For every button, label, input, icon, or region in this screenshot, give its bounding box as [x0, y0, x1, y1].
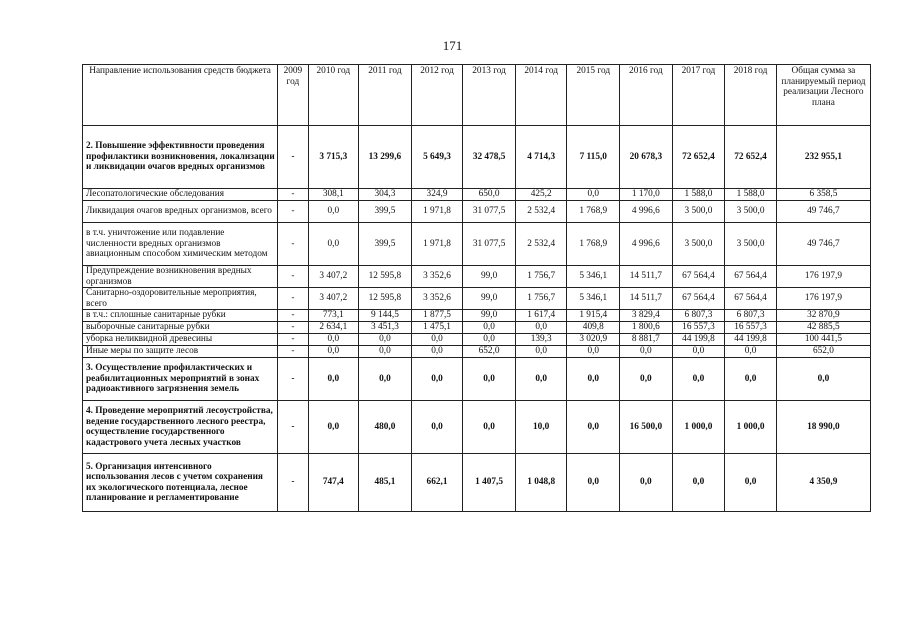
row-label: выборочные санитарные рубки [83, 322, 278, 334]
row-label: 2. Повышение эффективности проведения профилактики возникновения, локализации и ликвидации очагов вредных организмов [83, 126, 278, 189]
table-cell: 0,0 [725, 358, 777, 401]
table-cell: 409,8 [567, 322, 620, 334]
table-cell: 425,2 [515, 189, 567, 201]
table-cell: 0,0 [463, 334, 516, 346]
table-cell: 2 634,1 [308, 322, 359, 334]
table-cell: 0,0 [725, 454, 777, 512]
table-cell: 304,3 [359, 189, 412, 201]
table-cell: 3 829,4 [620, 310, 673, 322]
table-cell: 2 532,4 [515, 201, 567, 223]
table-cell: 0,0 [411, 334, 463, 346]
table-cell: 0,0 [308, 223, 359, 266]
table-cell: 1 800,6 [620, 322, 673, 334]
table-cell: 16 557,3 [672, 322, 725, 334]
header-total: Общая сумма за планируемый период реализации Лесного плана [776, 65, 870, 126]
table-cell: 0,0 [463, 358, 516, 401]
table-cell: 0,0 [567, 401, 620, 454]
table-cell: 6 358,5 [776, 189, 870, 201]
page-number: 171 [442, 38, 463, 53]
table-cell: 3 500,0 [725, 201, 777, 223]
row-label: Ликвидация очагов вредных организмов, всего [83, 201, 278, 223]
table-cell: 6 807,3 [725, 310, 777, 322]
table-cell: 1 756,7 [515, 288, 567, 310]
table-cell: 12 595,8 [359, 288, 412, 310]
header-2009: 2009 год [278, 65, 308, 126]
table-row [83, 346, 871, 358]
table-cell: 1 588,0 [725, 189, 777, 201]
table-cell: - [278, 201, 308, 223]
table-cell: 20 678,3 [620, 126, 673, 189]
table-cell: 67 564,4 [672, 266, 725, 288]
table-cell: 176 197,9 [776, 266, 870, 288]
table-cell: 0,0 [411, 401, 463, 454]
table-cell: 3 451,3 [359, 322, 412, 334]
table-cell: 0,0 [308, 334, 359, 346]
row-label: 3. Осуществление профилактических и реабилитационных мероприятий в зонах радиоактивного загрязнения земель [83, 358, 278, 401]
table-cell: 0,0 [359, 358, 412, 401]
table-cell: 1 617,4 [515, 310, 567, 322]
table-cell: 1 000,0 [672, 401, 725, 454]
header-2011: 2011 год [359, 65, 412, 126]
table-cell: 42 885,5 [776, 322, 870, 334]
table-cell: 72 652,4 [725, 126, 777, 189]
table-cell: - [278, 334, 308, 346]
table-cell: - [278, 346, 308, 358]
budget-table [82, 64, 871, 512]
table-cell: 3 352,6 [411, 288, 463, 310]
table-cell: 31 077,5 [463, 201, 516, 223]
header-2017: 2017 год [672, 65, 725, 126]
table-cell: 9 144,5 [359, 310, 412, 322]
table-cell: 1 000,0 [725, 401, 777, 454]
table-cell: 0,0 [463, 322, 516, 334]
table-cell: 99,0 [463, 288, 516, 310]
header-2014: 2014 год [515, 65, 567, 126]
table-row [83, 454, 871, 512]
table-cell: 4 350,9 [776, 454, 870, 512]
table-cell: 0,0 [620, 454, 673, 512]
table-cell: 3 715,3 [308, 126, 359, 189]
table-cell: 99,0 [463, 266, 516, 288]
table-cell: 0,0 [308, 201, 359, 223]
table-cell: 0,0 [725, 346, 777, 358]
table-row [83, 310, 871, 322]
table-cell: 399,5 [359, 223, 412, 266]
table-row [83, 334, 871, 346]
table-cell: 18 990,0 [776, 401, 870, 454]
row-label: 4. Проведение мероприятий лесоустройства, ведение государственного лесного реестра, осуществление государственного кадастрового учета лесных участков [83, 401, 278, 454]
table-cell: 3 020,9 [567, 334, 620, 346]
table-cell: - [278, 126, 308, 189]
table-cell: 14 511,7 [620, 288, 673, 310]
table-cell: - [278, 358, 308, 401]
table-cell: 44 199,8 [725, 334, 777, 346]
table-row [83, 126, 871, 189]
table-cell: 1 588,0 [672, 189, 725, 201]
table-cell: 4 714,3 [515, 126, 567, 189]
table-cell: - [278, 401, 308, 454]
table-cell: 12 595,8 [359, 266, 412, 288]
table-cell: 0,0 [567, 346, 620, 358]
table-cell: 308,1 [308, 189, 359, 201]
table-cell: 7 115,0 [567, 126, 620, 189]
table-cell: 0,0 [463, 401, 516, 454]
table-cell: 176 197,9 [776, 288, 870, 310]
table-cell: 14 511,7 [620, 266, 673, 288]
header-2018: 2018 год [725, 65, 777, 126]
table-row [83, 266, 871, 288]
table-cell: 1 475,1 [411, 322, 463, 334]
table-cell: 99,0 [463, 310, 516, 322]
table-cell: 4 996,6 [620, 223, 673, 266]
table-cell: 0,0 [567, 358, 620, 401]
table-cell: 1 407,5 [463, 454, 516, 512]
table-cell: 100 441,5 [776, 334, 870, 346]
table-cell: 1 768,9 [567, 223, 620, 266]
table-cell: 67 564,4 [725, 266, 777, 288]
table-cell: 6 807,3 [672, 310, 725, 322]
row-label: 5. Организация интенсивного использования лесов с учетом сохранения их экологического потенциала, лесное планирование и регламентирование [83, 454, 278, 512]
row-label: Иные меры по защите лесов [83, 346, 278, 358]
table-cell: 3 407,2 [308, 266, 359, 288]
table-cell: 4 996,6 [620, 201, 673, 223]
table-cell: 3 500,0 [672, 201, 725, 223]
table-cell: 773,1 [308, 310, 359, 322]
row-label: Лесопатологические обследования [83, 189, 278, 201]
table-row [83, 189, 871, 201]
table-cell: 32 870,9 [776, 310, 870, 322]
table-cell: 49 746,7 [776, 201, 870, 223]
table-cell: 662,1 [411, 454, 463, 512]
table-cell: 1 877,5 [411, 310, 463, 322]
table-cell: 0,0 [620, 358, 673, 401]
table-cell: 650,0 [463, 189, 516, 201]
table-cell: 67 564,4 [672, 288, 725, 310]
table-cell: 0,0 [515, 358, 567, 401]
table-cell: 16 500,0 [620, 401, 673, 454]
table-cell: 399,5 [359, 201, 412, 223]
table-cell: 44 199,8 [672, 334, 725, 346]
table-cell: 3 500,0 [725, 223, 777, 266]
table-cell: 652,0 [776, 346, 870, 358]
table-cell: 0,0 [308, 358, 359, 401]
table-cell: 0,0 [515, 346, 567, 358]
table-cell: 1 768,9 [567, 201, 620, 223]
table-cell: - [278, 454, 308, 512]
table-cell: - [278, 288, 308, 310]
header-row [83, 65, 871, 126]
table-cell: - [278, 266, 308, 288]
table-cell: 0,0 [567, 189, 620, 201]
table-cell: 0,0 [567, 454, 620, 512]
table-cell: 49 746,7 [776, 223, 870, 266]
table-row [83, 201, 871, 223]
header-2015: 2015 год [567, 65, 620, 126]
table-row [83, 288, 871, 310]
table-cell: 0,0 [359, 346, 412, 358]
table-cell: 0,0 [308, 346, 359, 358]
table-cell: 1 170,0 [620, 189, 673, 201]
table-cell: 139,3 [515, 334, 567, 346]
table-cell: 3 500,0 [672, 223, 725, 266]
table-row [83, 322, 871, 334]
table-cell: - [278, 189, 308, 201]
table-cell: 0,0 [411, 358, 463, 401]
table-cell: 5 346,1 [567, 288, 620, 310]
table-cell: 324,9 [411, 189, 463, 201]
table-cell: 32 478,5 [463, 126, 516, 189]
table-cell: 72 652,4 [672, 126, 725, 189]
table-cell: 1 048,8 [515, 454, 567, 512]
table-cell: 0,0 [359, 334, 412, 346]
header-direction: Направление использования средств бюджета [83, 65, 278, 126]
table-cell: 3 407,2 [308, 288, 359, 310]
table-cell: 1 915,4 [567, 310, 620, 322]
table-cell: 16 557,3 [725, 322, 777, 334]
table-cell: 31 077,5 [463, 223, 516, 266]
row-label: в т.ч.: сплошные санитарные рубки [83, 310, 278, 322]
table-cell: 2 532,4 [515, 223, 567, 266]
table-cell: 232 955,1 [776, 126, 870, 189]
table-cell: 0,0 [308, 401, 359, 454]
table-cell: 0,0 [672, 454, 725, 512]
table-cell: 13 299,6 [359, 126, 412, 189]
header-2013: 2013 год [463, 65, 516, 126]
table-cell: - [278, 310, 308, 322]
table-cell: 5 649,3 [411, 126, 463, 189]
row-label: Санитарно-оздоровительные мероприятия, всего [83, 288, 278, 310]
table-cell: 67 564,4 [725, 288, 777, 310]
table-cell: 5 346,1 [567, 266, 620, 288]
table-cell: 10,0 [515, 401, 567, 454]
table-cell: 0,0 [411, 346, 463, 358]
header-2012: 2012 год [411, 65, 463, 126]
header-2016: 2016 год [620, 65, 673, 126]
table-cell: 8 881,7 [620, 334, 673, 346]
header-2010: 2010 год [308, 65, 359, 126]
table-cell: 0,0 [672, 358, 725, 401]
table-cell: 480,0 [359, 401, 412, 454]
table-cell: 485,1 [359, 454, 412, 512]
table-cell: 1 756,7 [515, 266, 567, 288]
table-cell: 0,0 [776, 358, 870, 401]
table-cell: 0,0 [672, 346, 725, 358]
table-cell: 652,0 [463, 346, 516, 358]
table-row [83, 358, 871, 401]
row-label: в т.ч. уничтожение или подавление численности вредных организмов авиационным способом химическим методом [83, 223, 278, 266]
table-cell: 1 971,8 [411, 223, 463, 266]
table-cell: 0,0 [515, 322, 567, 334]
table-cell: - [278, 223, 308, 266]
row-label: Предупреждение возникновения вредных организмов [83, 266, 278, 288]
table-cell: 1 971,8 [411, 201, 463, 223]
table-cell: 3 352,6 [411, 266, 463, 288]
table-row [83, 401, 871, 454]
row-label: уборка неликвидной древесины [83, 334, 278, 346]
table-cell: - [278, 322, 308, 334]
table-cell: 747,4 [308, 454, 359, 512]
table-cell: 0,0 [620, 346, 673, 358]
table-row [83, 223, 871, 266]
